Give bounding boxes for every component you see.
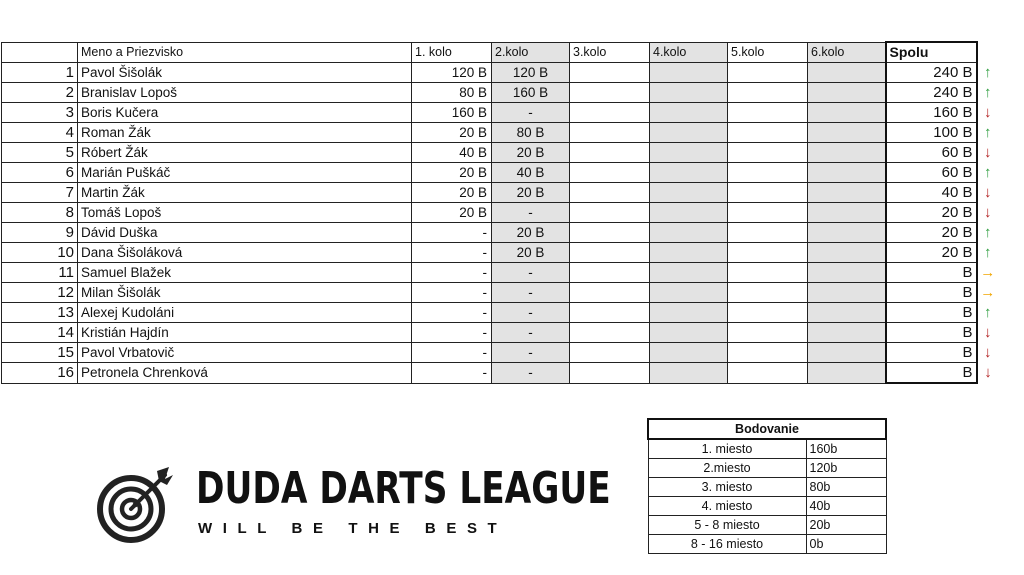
round-6-score-cell	[808, 283, 886, 303]
round-5-score-cell	[728, 143, 808, 163]
total-score-cell: 240 B	[886, 63, 977, 83]
total-score-cell: B	[886, 303, 977, 323]
round-6-score-cell	[808, 363, 886, 384]
round-4-score-cell	[650, 343, 728, 363]
round-3-score-cell	[570, 283, 650, 303]
total-score-cell: 20 B	[886, 203, 977, 223]
round-6-score-cell	[808, 243, 886, 263]
rank-cell: 7	[2, 183, 78, 203]
round-2-score-cell: -	[492, 283, 570, 303]
round-4-score-cell	[650, 123, 728, 143]
player-name-cell: Petronela Chrenková	[78, 363, 412, 384]
name-header: Meno a Priezvisko	[78, 42, 412, 63]
table-row	[2, 263, 999, 283]
scoring-points-cell: 80b	[806, 478, 886, 497]
round-1-score-cell: 160 B	[412, 103, 492, 123]
scoring-points-cell: 40b	[806, 497, 886, 516]
round-4-score-cell	[650, 263, 728, 283]
scoring-place-cell: 5 - 8 miesto	[648, 516, 806, 535]
trend-arrow-up-icon: ↑	[984, 244, 992, 261]
round-2-score-cell: -	[492, 203, 570, 223]
trend-arrow-up-icon: ↑	[984, 64, 992, 81]
round-4-header: 4.kolo	[650, 42, 728, 63]
rank-cell: 1	[2, 63, 78, 83]
round-6-header: 6.kolo	[808, 42, 886, 63]
round-2-score-cell: 20 B	[492, 223, 570, 243]
player-name-cell: Samuel Blažek	[78, 263, 412, 283]
round-5-score-cell	[728, 163, 808, 183]
trend-arrow-down-icon: ↓	[984, 184, 992, 201]
round-5-score-cell	[728, 323, 808, 343]
rank-cell: 8	[2, 203, 78, 223]
league-logo	[95, 463, 611, 545]
round-1-score-cell: -	[412, 363, 492, 384]
rank-cell: 6	[2, 163, 78, 183]
round-6-score-cell	[808, 83, 886, 103]
player-name-cell: Tomáš Lopoš	[78, 203, 412, 223]
player-name-cell: Martin Žák	[78, 183, 412, 203]
table-row	[2, 203, 999, 223]
total-score-cell: 60 B	[886, 163, 977, 183]
table-row	[2, 163, 999, 183]
round-2-score-cell: 20 B	[492, 183, 570, 203]
table-header-row	[2, 42, 999, 63]
trend-arrow-down-icon: ↓	[984, 364, 992, 382]
round-1-score-cell: 80 B	[412, 83, 492, 103]
round-3-score-cell	[570, 303, 650, 323]
round-6-score-cell	[808, 323, 886, 343]
total-score-cell: 60 B	[886, 143, 977, 163]
round-5-header: 5.kolo	[728, 42, 808, 63]
rank-cell: 14	[2, 323, 78, 343]
scoring-table	[647, 418, 887, 554]
rank-cell: 12	[2, 283, 78, 303]
round-6-score-cell	[808, 203, 886, 223]
round-4-score-cell	[650, 243, 728, 263]
round-2-score-cell: 20 B	[492, 243, 570, 263]
total-score-cell: 40 B	[886, 183, 977, 203]
scoring-header-row	[648, 419, 886, 439]
total-score-cell: B	[886, 263, 977, 283]
table-row	[2, 303, 999, 323]
scoring-title: Bodovanie	[648, 419, 886, 439]
round-2-score-cell: 120 B	[492, 63, 570, 83]
round-1-score-cell: -	[412, 263, 492, 283]
round-5-score-cell	[728, 123, 808, 143]
player-name-cell: Róbert Žák	[78, 143, 412, 163]
rank-cell: 10	[2, 243, 78, 263]
round-4-score-cell	[650, 283, 728, 303]
logo-slogan: WILL BE THE BEST	[198, 520, 508, 537]
round-3-score-cell	[570, 183, 650, 203]
player-name-cell: Pavol Šišolák	[78, 63, 412, 83]
scoring-body	[648, 439, 886, 554]
round-1-score-cell: -	[412, 243, 492, 263]
round-4-score-cell	[650, 63, 728, 83]
round-6-score-cell	[808, 303, 886, 323]
round-4-score-cell	[650, 143, 728, 163]
round-3-score-cell	[570, 343, 650, 363]
round-2-score-cell: -	[492, 343, 570, 363]
rank-header	[2, 42, 78, 63]
table-row	[2, 83, 999, 103]
trend-arrow-down-icon: ↓	[984, 144, 992, 161]
round-6-score-cell	[808, 343, 886, 363]
table-row	[2, 363, 999, 384]
round-5-score-cell	[728, 303, 808, 323]
trend-arrow-up-icon: ↑	[984, 84, 992, 101]
round-5-score-cell	[728, 243, 808, 263]
trend-arrow-up-icon: ↑	[984, 304, 992, 321]
dartboard-target-icon	[95, 465, 175, 545]
round-3-score-cell	[570, 83, 650, 103]
player-name-cell: Kristián Hajdín	[78, 323, 412, 343]
round-4-score-cell	[650, 163, 728, 183]
trend-arrow-down-icon: ↓	[984, 344, 992, 361]
round-6-score-cell	[808, 263, 886, 283]
round-4-score-cell	[650, 323, 728, 343]
player-name-cell: Marián Puškáč	[78, 163, 412, 183]
total-score-cell: B	[886, 283, 977, 303]
round-5-score-cell	[728, 83, 808, 103]
round-6-score-cell	[808, 143, 886, 163]
round-5-score-cell	[728, 103, 808, 123]
round-1-score-cell: -	[412, 223, 492, 243]
round-2-score-cell: 80 B	[492, 123, 570, 143]
trend-arrow-up-icon: ↑	[984, 124, 992, 141]
round-1-score-cell: -	[412, 303, 492, 323]
player-name-cell: Branislav Lopoš	[78, 83, 412, 103]
round-1-score-cell: 20 B	[412, 203, 492, 223]
round-1-score-cell: 40 B	[412, 143, 492, 163]
round-2-score-cell: -	[492, 323, 570, 343]
scoring-place-cell: 8 - 16 miesto	[648, 535, 806, 554]
round-6-score-cell	[808, 183, 886, 203]
round-3-header: 3.kolo	[570, 42, 650, 63]
total-score-cell: B	[886, 323, 977, 343]
trend-arrow-up-icon: ↑	[984, 224, 992, 241]
round-1-header: 1. kolo	[412, 42, 492, 63]
round-1-score-cell: -	[412, 343, 492, 363]
trend-arrow-up-icon: ↑	[984, 164, 992, 181]
total-score-cell: 100 B	[886, 123, 977, 143]
round-3-score-cell	[570, 103, 650, 123]
round-5-score-cell	[728, 203, 808, 223]
scoring-points-cell: 120b	[806, 459, 886, 478]
round-3-score-cell	[570, 203, 650, 223]
rank-cell: 16	[2, 363, 78, 384]
player-name-cell: Dana Šišoláková	[78, 243, 412, 263]
round-5-score-cell	[728, 183, 808, 203]
round-3-score-cell	[570, 123, 650, 143]
round-2-score-cell: -	[492, 103, 570, 123]
player-name-cell: Milan Šišolák	[78, 283, 412, 303]
round-2-score-cell: -	[492, 303, 570, 323]
table-row	[2, 103, 999, 123]
round-1-score-cell: 20 B	[412, 123, 492, 143]
scoring-row	[648, 535, 886, 554]
round-4-score-cell	[650, 203, 728, 223]
standings-body	[2, 63, 999, 384]
round-4-score-cell	[650, 223, 728, 243]
scoring-row	[648, 516, 886, 535]
round-6-score-cell	[808, 103, 886, 123]
total-score-cell: 240 B	[886, 83, 977, 103]
table-row	[2, 323, 999, 343]
total-score-cell: B	[886, 343, 977, 363]
round-2-header: 2.kolo	[492, 42, 570, 63]
scoring-place-cell: 1. miesto	[648, 439, 806, 459]
scoring-row	[648, 439, 886, 459]
scoring-row	[648, 497, 886, 516]
table-row	[2, 183, 999, 203]
round-4-score-cell	[650, 303, 728, 323]
scoring-place-cell: 2.miesto	[648, 459, 806, 478]
round-6-score-cell	[808, 163, 886, 183]
scoring-place-cell: 3. miesto	[648, 478, 806, 497]
rank-cell: 4	[2, 123, 78, 143]
round-3-score-cell	[570, 323, 650, 343]
round-4-score-cell	[650, 83, 728, 103]
table-row	[2, 283, 999, 303]
round-3-score-cell	[570, 243, 650, 263]
round-1-score-cell: 120 B	[412, 63, 492, 83]
table-row	[2, 143, 999, 163]
round-5-score-cell	[728, 283, 808, 303]
total-header: Spolu	[886, 42, 977, 63]
round-3-score-cell	[570, 163, 650, 183]
round-5-score-cell	[728, 343, 808, 363]
trend-arrow-down-icon: ↓	[984, 104, 992, 121]
round-1-score-cell: -	[412, 283, 492, 303]
round-2-score-cell: -	[492, 263, 570, 283]
round-6-score-cell	[808, 123, 886, 143]
round-4-score-cell	[650, 363, 728, 384]
total-score-cell: 160 B	[886, 103, 977, 123]
player-name-cell: Boris Kučera	[78, 103, 412, 123]
round-3-score-cell	[570, 363, 650, 384]
rank-cell: 3	[2, 103, 78, 123]
round-1-score-cell: 20 B	[412, 183, 492, 203]
round-6-score-cell	[808, 63, 886, 83]
round-2-score-cell: -	[492, 363, 570, 384]
league-standings-table	[1, 41, 999, 384]
round-2-score-cell: 20 B	[492, 143, 570, 163]
trend-arrow-side-icon: →	[980, 264, 996, 281]
logo-title: DUDA DARTS LEAGUE	[196, 463, 611, 514]
table-row	[2, 223, 999, 243]
table-row	[2, 123, 999, 143]
round-5-score-cell	[728, 63, 808, 83]
round-6-score-cell	[808, 223, 886, 243]
player-name-cell: Dávid Duška	[78, 223, 412, 243]
player-name-cell: Alexej Kudoláni	[78, 303, 412, 323]
total-score-cell: 20 B	[886, 223, 977, 243]
trend-header	[977, 42, 999, 63]
round-1-score-cell: -	[412, 323, 492, 343]
round-1-score-cell: 20 B	[412, 163, 492, 183]
round-4-score-cell	[650, 183, 728, 203]
table-row	[2, 343, 999, 363]
round-3-score-cell	[570, 143, 650, 163]
scoring-points-cell: 160b	[806, 439, 886, 459]
table-row	[2, 243, 999, 263]
scoring-points-cell: 0b	[806, 535, 886, 554]
scoring-points-cell: 20b	[806, 516, 886, 535]
table-row	[2, 63, 999, 83]
round-3-score-cell	[570, 63, 650, 83]
total-score-cell: 20 B	[886, 243, 977, 263]
rank-cell: 2	[2, 83, 78, 103]
rank-cell: 15	[2, 343, 78, 363]
total-score-cell: B	[886, 363, 977, 384]
player-name-cell: Roman Žák	[78, 123, 412, 143]
round-4-score-cell	[650, 103, 728, 123]
round-5-score-cell	[728, 363, 808, 384]
rank-cell: 5	[2, 143, 78, 163]
scoring-row	[648, 478, 886, 497]
round-3-score-cell	[570, 263, 650, 283]
scoring-place-cell: 4. miesto	[648, 497, 806, 516]
trend-arrow-down-icon: ↓	[984, 324, 992, 341]
trend-arrow-side-icon: →	[980, 284, 996, 301]
round-5-score-cell	[728, 263, 808, 283]
rank-cell: 11	[2, 263, 78, 283]
trend-arrow-down-icon: ↓	[984, 204, 992, 221]
scoring-row	[648, 459, 886, 478]
player-name-cell: Pavol Vrbatovič	[78, 343, 412, 363]
round-2-score-cell: 160 B	[492, 83, 570, 103]
round-3-score-cell	[570, 223, 650, 243]
rank-cell: 9	[2, 223, 78, 243]
rank-cell: 13	[2, 303, 78, 323]
round-2-score-cell: 40 B	[492, 163, 570, 183]
round-5-score-cell	[728, 223, 808, 243]
